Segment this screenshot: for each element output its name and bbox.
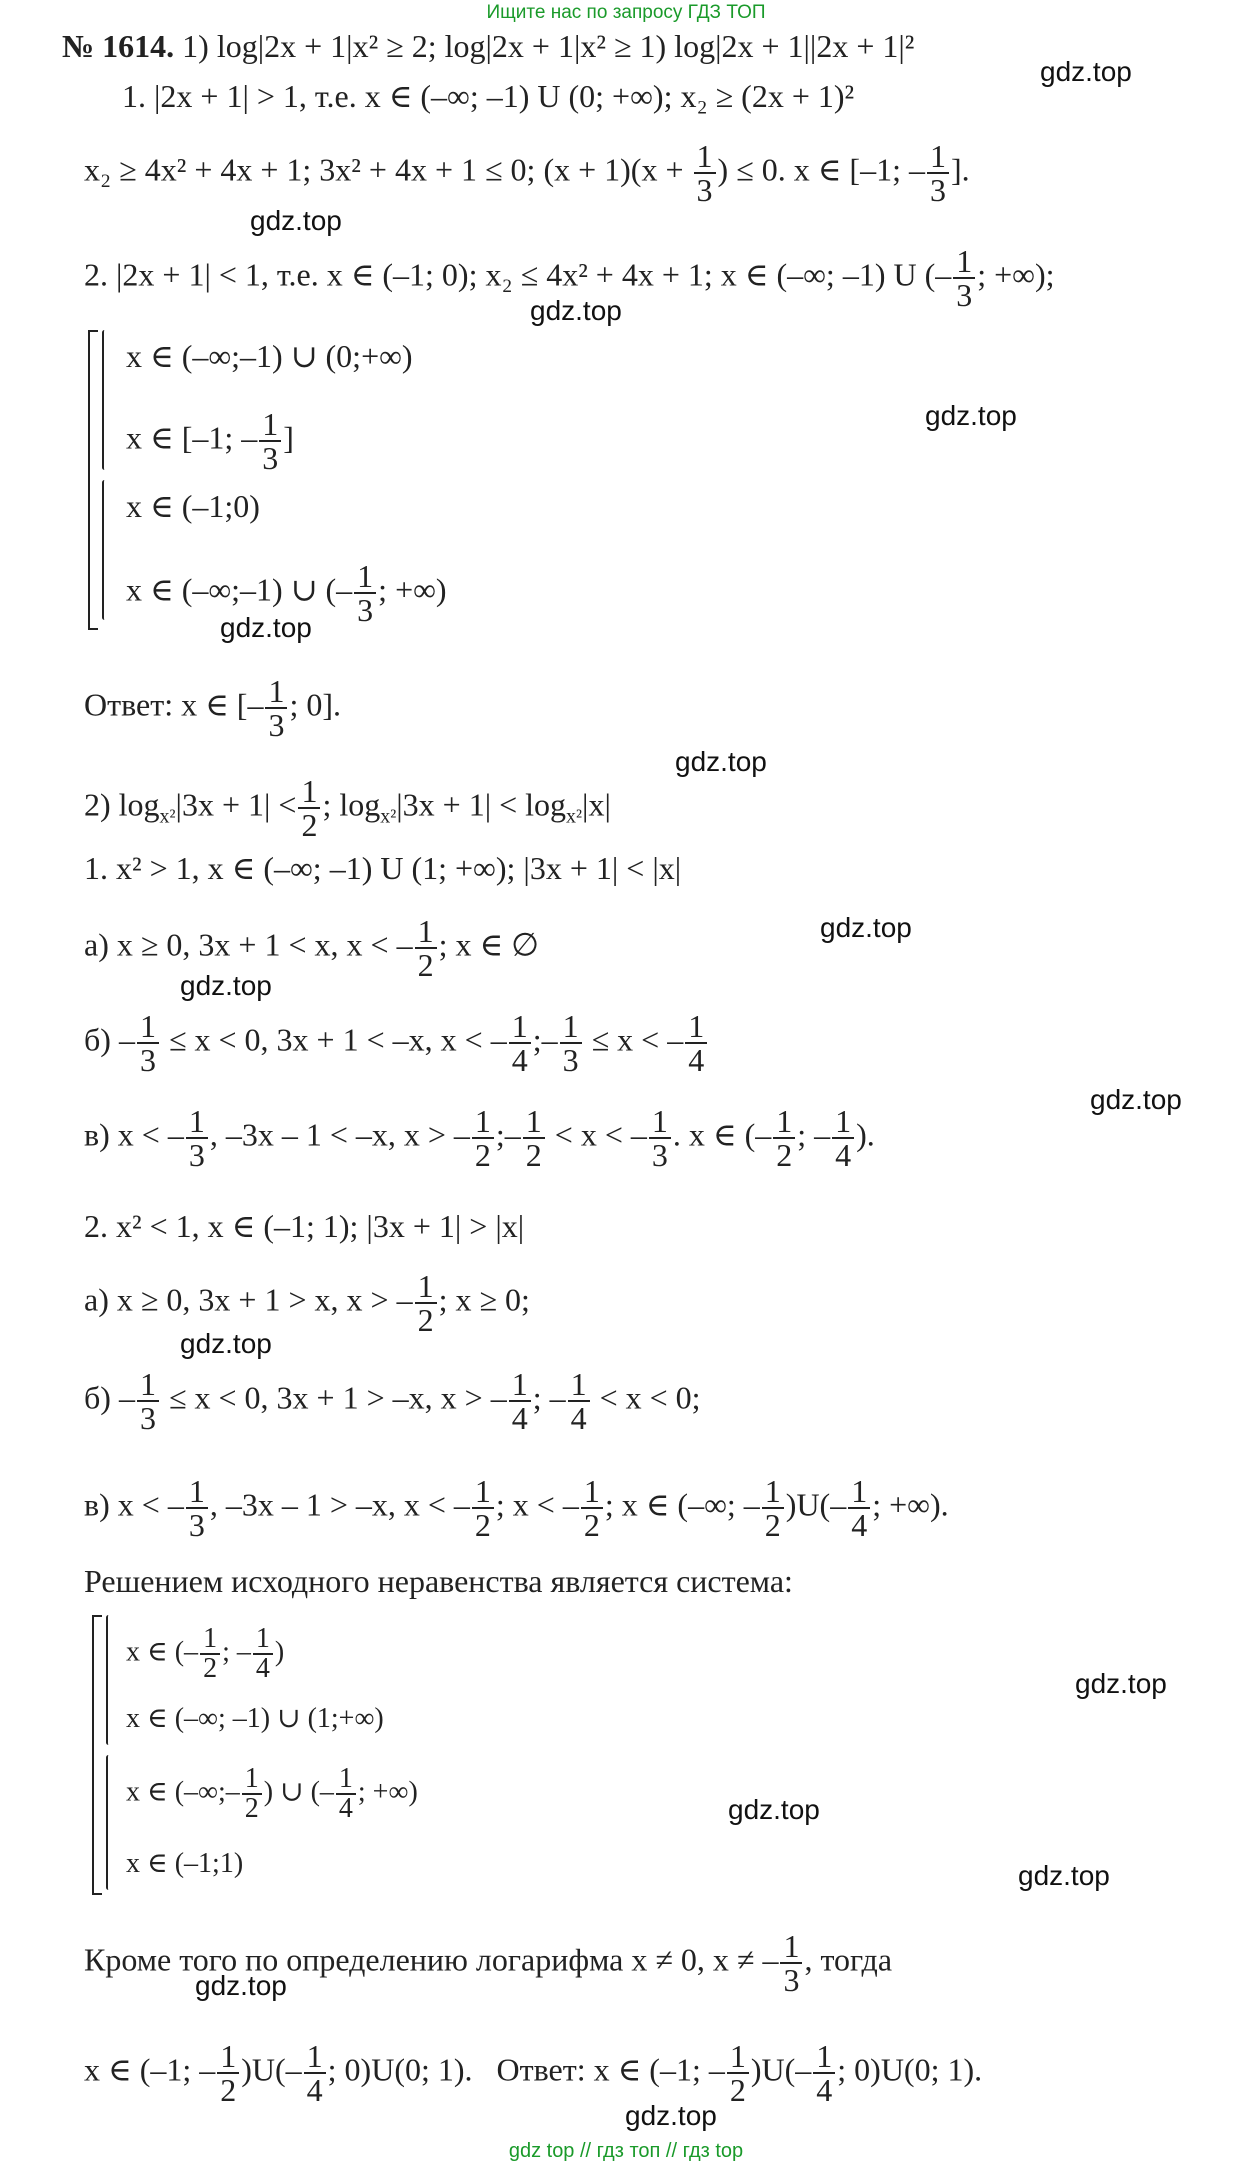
- watermark: gdz.top: [1075, 1668, 1167, 1699]
- domain-note: Кроме того по определению логарифма x ≠ 0, x ≠ – $\frac{1}{3}$ , тогда: [84, 1928, 893, 1998]
- fraction: $\frac{1}{3}$: [927, 140, 949, 206]
- final-answer: x ∈ (–1; – $\frac{1}{2}$ )U(– $\frac{1}{4}$ ; 0)U(0; 1). Ответ: x ∈ (–1; – $\frac{1}{2}$ )U(– $\frac{1}{4}$ ; 0)U(0; 1).: [84, 2038, 983, 2108]
- case1-line: 1. |2x + 1| > 1, т.е. x ∈ (–∞; –1) U (0; +∞); x₂ ≥ (2x + 1)²: [122, 78, 855, 114]
- watermark: gdz.top: [250, 205, 342, 236]
- part2-case1-c: в) x < – $\frac{1}{3}$ , –3x – 1 < –x, x > – $\frac{1}{2}$ ;– $\frac{1}{2}$ < x < – $\frac{1}{3}$ . x ∈ (– $\frac{1}{2}$ ; – $\frac{1}{4}$ ).: [84, 1103, 875, 1173]
- watermark: gdz.top: [675, 746, 767, 777]
- part2-case1-a: а) x ≥ 0, 3x + 1 < x, x < – $\frac{1}{2}$ ; x ∈ ∅: [84, 913, 540, 983]
- problem-title: № 1614. 1) log|2x + 1|x² ≥ 2; log|2x + 1|x² ≥ 1) log|2x + 1||2x + 1|²: [62, 28, 915, 64]
- case2-line: 2. |2x + 1| < 1, т.е. x ∈ (–1; 0); x₂ ≤ 4x² + 4x + 1; x ∈ (–∞; –1) U (– $\frac{1}{3}$ ; +∞);: [84, 243, 1055, 313]
- watermark: gdz.top: [1040, 56, 1132, 87]
- system-2: x ∈ (– $\frac{1}{2}$ ; – $\frac{1}{4}$ ) x ∈ (–∞; –1) ∪ (1;+∞) x ∈ (–∞;– $\frac{1}{2}$ ) ∪ (– $\frac{1}{4}$ ; +∞) x ∈ (–1;1): [92, 1615, 572, 1895]
- fraction: $\frac{1}{3}$: [953, 245, 975, 311]
- watermark: gdz.top: [820, 912, 912, 943]
- brace: [102, 330, 107, 470]
- square-bracket: [88, 330, 90, 630]
- watermark: gdz.top: [1018, 1860, 1110, 1891]
- part2-case2: 2. x² < 1, x ∈ (–1; 1); |3x + 1| > |x|: [84, 1208, 525, 1244]
- watermark: gdz.top: [180, 970, 272, 1001]
- system-1: x ∈ (–∞;–1) ∪ (0;+∞) x ∈ [–1; – $\frac{1}{3}$ ] x ∈ (–1;0) x ∈ (–∞;–1) ∪ (– $\frac{1}{3}$ ; +∞): [88, 330, 568, 630]
- solution-heading: Решением исходного неравенства является система:: [84, 1563, 793, 1599]
- watermark: gdz.top: [530, 295, 622, 326]
- watermark: gdz.top: [195, 1970, 287, 2001]
- top-search-banner[interactable]: Ищите нас по запросу ГДЗ ТОП: [486, 2, 766, 23]
- brace: [106, 1755, 111, 1890]
- watermark: gdz.top: [220, 612, 312, 643]
- part2-case1: 1. x² > 1, x ∈ (–∞; –1) U (1; +∞); |3x + 1| < |x|: [84, 850, 682, 886]
- watermark: gdz.top: [180, 1328, 272, 1359]
- fraction: $\frac{1}{3}$: [694, 140, 716, 206]
- footer-links[interactable]: gdz top // гдз топ // гдз top: [508, 2140, 744, 2162]
- case1-derivation: x₂ ≥ 4x² + 4x + 1; 3x² + 4x + 1 ≤ 0; (x + 1)(x + $\frac{1}{3}$ ) ≤ 0. x ∈ [–1; – $\frac{1}{3}$ ].: [84, 138, 970, 208]
- answer-1: Ответ: x ∈ [– $\frac{1}{3}$ ; 0].: [84, 673, 341, 743]
- brace: [102, 480, 107, 620]
- watermark: gdz.top: [728, 1794, 820, 1825]
- problem-number: № 1614.: [62, 28, 175, 64]
- square-bracket: [92, 1615, 94, 1895]
- watermark: gdz.top: [625, 2100, 717, 2131]
- part2-title: 2) $\log_{x^2}|3x + 1|$ < $\frac{1}{2}$ ; $\log_{x^2}|3x + 1| < \log_{x^2}|x|$: [84, 773, 611, 843]
- part2-case2-c: в) x < – $\frac{1}{3}$ , –3x – 1 > –x, x < – $\frac{1}{2}$ ; x < – $\frac{1}{2}$ ; x ∈ (–∞; – $\frac{1}{2}$ )U(– $\frac{1}{4}$ ; +∞).: [84, 1473, 949, 1543]
- part2-case2-b: б) – $\frac{1}{3}$ ≤ x < 0, 3x + 1 > –x, x > – $\frac{1}{4}$ ; – $\frac{1}{4}$ < x < 0;: [84, 1366, 701, 1436]
- watermark: gdz.top: [925, 400, 1017, 431]
- part2-case1-b: б) – $\frac{1}{3}$ ≤ x < 0, 3x + 1 < –x, x < – $\frac{1}{4}$ ;– $\frac{1}{3}$ ≤ x < – $\frac{1}{4}$: [84, 1010, 709, 1076]
- watermark: gdz.top: [1090, 1084, 1182, 1115]
- part2-case2-a: а) x ≥ 0, 3x + 1 > x, x > – $\frac{1}{2}$ ; x ≥ 0;: [84, 1268, 530, 1338]
- brace: [106, 1615, 111, 1745]
